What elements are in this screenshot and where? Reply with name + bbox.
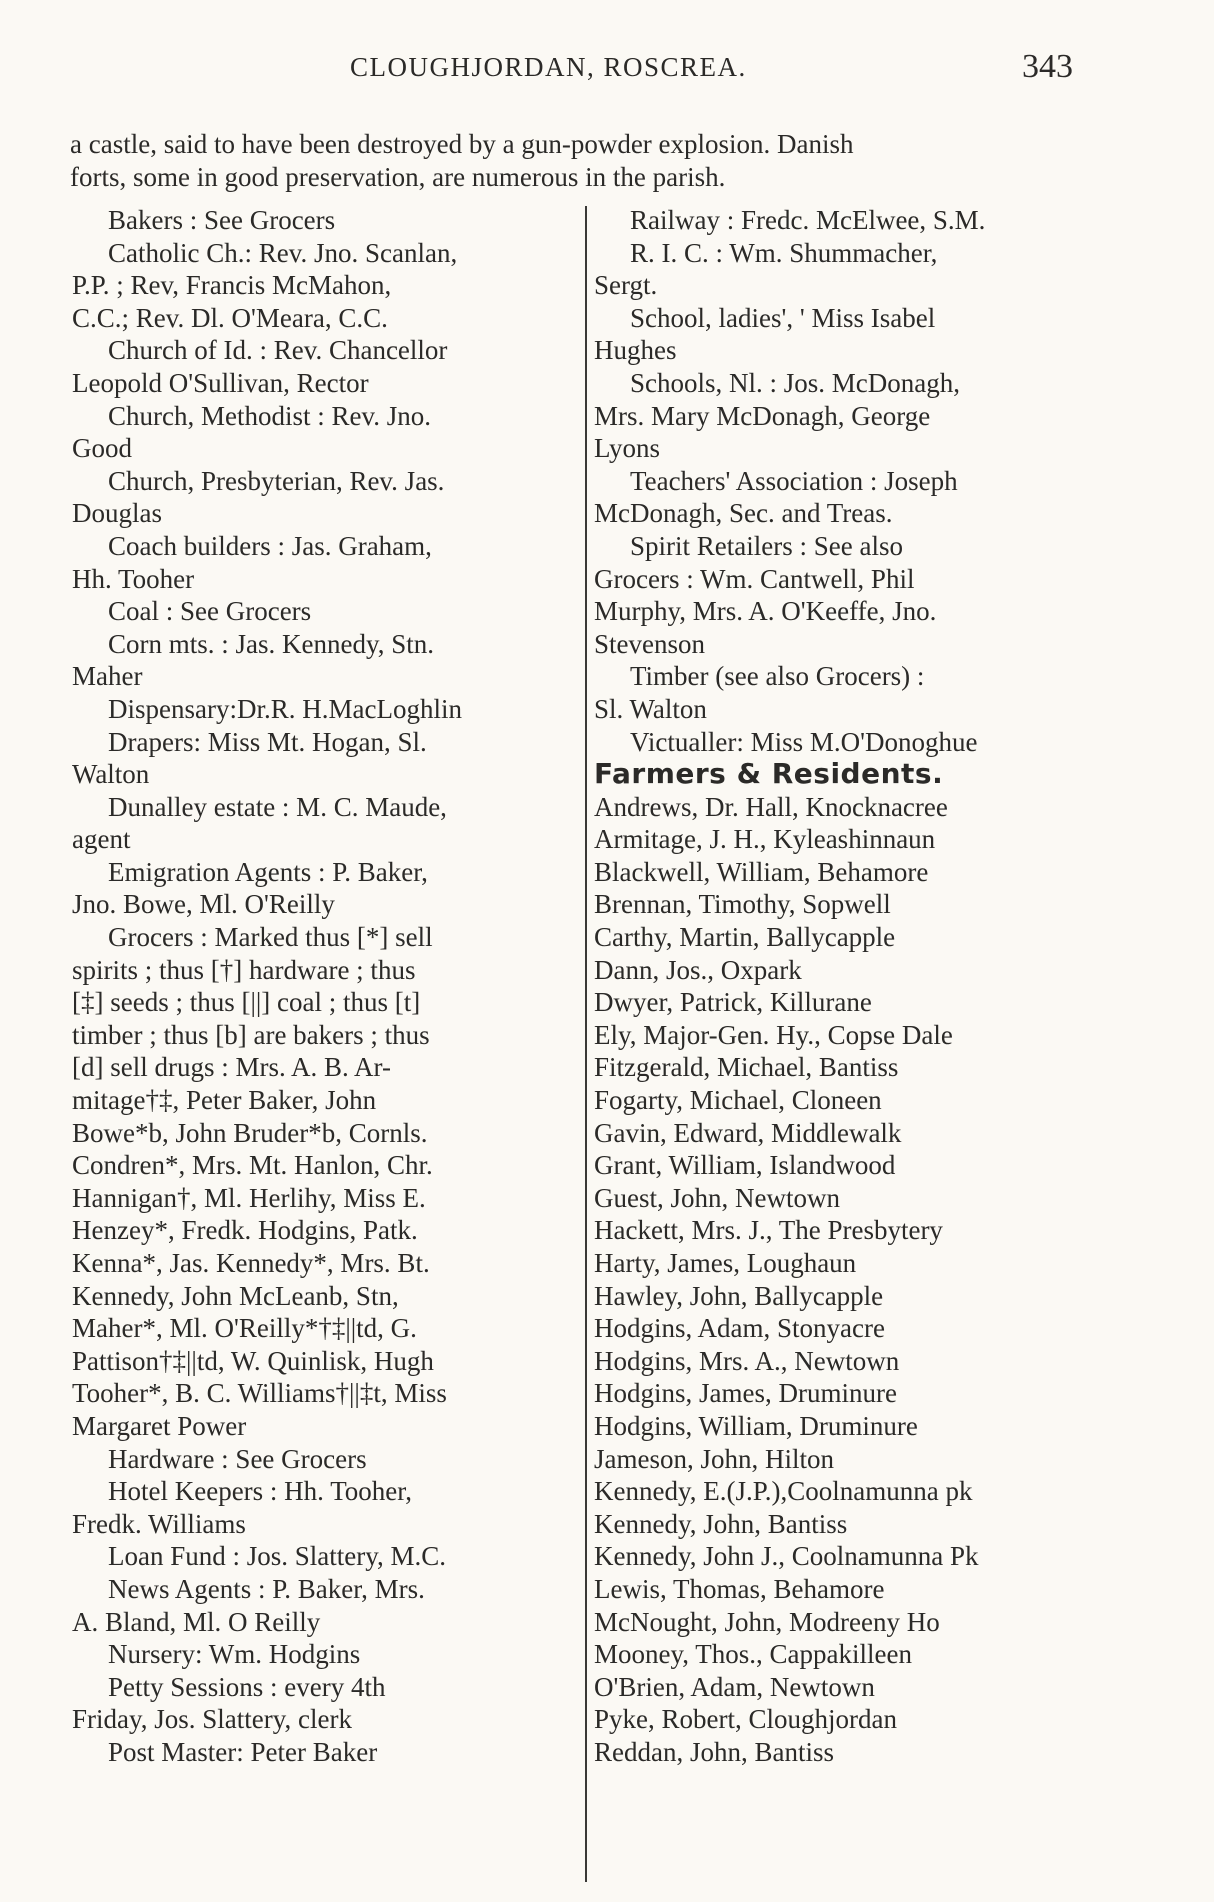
page-number: 343 — [1022, 48, 1073, 85]
directory-line: Dispensary:Dr.R. H.MacLoghlin — [108, 693, 462, 724]
running-head — [0, 48, 1214, 92]
resident-entry: Pyke, Robert, Cloughjordan — [594, 1704, 897, 1735]
directory-line: Stevenson — [594, 628, 705, 659]
directory-line: Coach builders : Jas. Graham, — [108, 530, 432, 561]
directory-line: Dunalley estate : M. C. Maude, — [108, 791, 447, 822]
resident-entry: Mooney, Thos., Cappakilleen — [594, 1639, 912, 1670]
resident-entry: O'Brien, Adam, Newtown — [594, 1671, 875, 1702]
directory-line: Pattison†‡||td, W. Quinlisk, Hugh — [72, 1345, 434, 1376]
directory-line: School, ladies', ' Miss Isabel — [630, 302, 936, 333]
directory-line: Church, Presbyterian, Rev. Jas. — [108, 465, 445, 496]
directory-line: Mrs. Mary McDonagh, George — [594, 400, 931, 431]
directory-line: Corn mts. : Jas. Kennedy, Stn. — [108, 628, 434, 659]
directory-line: Sl. Walton — [594, 693, 707, 724]
directory-line: Loan Fund : Jos. Slattery, M.C. — [108, 1541, 447, 1572]
directory-line: Drapers: Miss Mt. Hogan, Sl. — [108, 726, 427, 757]
resident-entry: McNought, John, Modreeny Ho — [594, 1606, 940, 1637]
directory-line: Good — [72, 433, 132, 464]
directory-line: Church, Methodist : Rev. Jno. — [108, 400, 431, 431]
directory-line: agent — [72, 824, 131, 855]
directory-line: Nursery: Wm. Hodgins — [108, 1639, 361, 1670]
directory-line: Leopold O'Sullivan, Rector — [72, 367, 369, 398]
resident-entry: Harty, James, Loughaun — [594, 1248, 857, 1278]
directory-line: Kenna*, Jas. Kennedy*, Mrs. Bt. — [72, 1248, 430, 1278]
resident-entry: Gavin, Edward, Middlewalk — [594, 1117, 902, 1148]
directory-line: Bowe*b, John Bruder*b, Cornls. — [72, 1117, 428, 1148]
directory-line: mitage†‡, Peter Baker, John — [72, 1085, 377, 1116]
directory-line: Spirit Retailers : See also — [630, 530, 903, 561]
directory-line: A. Bland, Ml. O Reilly — [72, 1606, 321, 1637]
resident-entry: Lewis, Thomas, Behamore — [594, 1573, 885, 1604]
directory-line: P.P. ; Rev, Francis McMahon, — [72, 270, 392, 301]
directory-line: Schools, Nl. : Jos. McDonagh, — [630, 367, 960, 398]
resident-entry: Andrews, Dr. Hall, Knocknacree — [594, 791, 948, 822]
directory-line: R. I. C. : Wm. Shummacher, — [630, 237, 938, 268]
directory-line: Catholic Ch.: Rev. Jno. Scanlan, — [108, 237, 458, 268]
running-title: CLOUGHJORDAN, ROSCREA. — [350, 52, 747, 82]
directory-line: Kennedy, John McLeanb, Stn, — [72, 1280, 399, 1311]
directory-line: McDonagh, Sec. and Treas. — [594, 498, 893, 529]
resident-entry: Armitage, J. H., Kyleashinnaun — [594, 824, 936, 855]
resident-entry: Dwyer, Patrick, Killurane — [594, 987, 872, 1018]
resident-entry: Dann, Jos., Oxpark — [594, 954, 802, 985]
directory-line: Grocers : Marked thus [*] sell — [108, 922, 433, 953]
directory-line: Victualler: Miss M.O'Donoghue — [630, 726, 978, 757]
trade-entries — [594, 204, 1094, 758]
directory-line: Hannigan†, Ml. Herlihy, Miss E. — [72, 1182, 426, 1213]
directory-line: Douglas — [72, 498, 162, 529]
resident-entry: Carthy, Martin, Ballycapple — [594, 922, 896, 953]
directory-line: Teachers' Association : Joseph — [630, 465, 958, 496]
directory-line: Maher*, Ml. O'Reilly*†‡||td, G. — [72, 1313, 417, 1344]
directory-line: Hh. Tooher — [72, 563, 195, 594]
directory-line: Sergt. — [594, 270, 658, 301]
resident-entry: Hodgins, Mrs. A., Newtown — [594, 1345, 900, 1376]
directory-line: Lyons — [594, 433, 661, 464]
resident-entry: Blackwell, William, Behamore — [594, 856, 929, 887]
intro-line: forts, some in good preservation, are numerous in the parish. — [70, 162, 726, 192]
directory-line: [‡] seeds ; thus [||] coal ; thus [t] — [72, 987, 421, 1018]
directory-line: Murphy, Mrs. A. O'Keeffe, Jno. — [594, 596, 937, 627]
directory-line: News Agents : P. Baker, Mrs. — [108, 1573, 425, 1604]
resident-entry: Reddan, John, Bantiss — [594, 1736, 834, 1767]
resident-entry: Ely, Major-Gen. Hy., Copse Dale — [594, 1019, 953, 1050]
directory-line: Bakers : See Grocers — [108, 205, 336, 235]
left-column — [72, 204, 572, 1769]
directory-line: Hughes — [594, 335, 677, 366]
resident-entry: Kennedy, E.(J.P.),Coolnamunna pk — [594, 1476, 973, 1507]
resident-entry: Kennedy, John, Bantiss — [594, 1508, 848, 1539]
resident-entry: Fogarty, Michael, Cloneen — [594, 1085, 882, 1116]
directory-line: Church of Id. : Rev. Chancellor — [108, 335, 448, 366]
directory-line: Henzey*, Fredk. Hodgins, Patk. — [72, 1215, 418, 1246]
directory-line: Grocers : Wm. Cantwell, Phil — [594, 563, 915, 594]
residents-list — [594, 791, 1094, 1769]
resident-entry: Hawley, John, Ballycapple — [594, 1280, 884, 1311]
directory-line: Maher — [72, 661, 143, 692]
directory-line: Margaret Power — [72, 1410, 247, 1441]
directory-line: Walton — [72, 759, 150, 790]
resident-entry: Hodgins, William, Druminure — [594, 1410, 918, 1441]
directory-line: Coal : See Grocers — [108, 596, 312, 627]
resident-entry: Brennan, Timothy, Sopwell — [594, 889, 891, 920]
resident-entry: Jameson, John, Hilton — [594, 1443, 834, 1474]
directory-line: Post Master: Peter Baker — [108, 1736, 378, 1767]
resident-entry: Hackett, Mrs. J., The Presbytery — [594, 1215, 943, 1246]
column-divider — [585, 206, 587, 1882]
directory-line: Friday, Jos. Slattery, clerk — [72, 1704, 352, 1735]
resident-entry: Fitzgerald, Michael, Bantiss — [594, 1052, 899, 1083]
intro-paragraph — [70, 128, 1090, 194]
directory-line: Emigration Agents : P. Baker, — [108, 856, 428, 887]
resident-entry: Kennedy, John J., Coolnamunna Pk — [594, 1541, 979, 1572]
directory-line: Timber (see also Grocers) : — [630, 661, 925, 692]
directory-line: Condren*, Mrs. Mt. Hanlon, Chr. — [72, 1150, 433, 1181]
resident-entry: Guest, John, Newtown — [594, 1182, 840, 1213]
directory-line: Jno. Bowe, Ml. O'Reilly — [72, 889, 335, 920]
resident-entry: Hodgins, Adam, Stonyacre — [594, 1313, 885, 1344]
directory-line: Fredk. Williams — [72, 1508, 246, 1539]
directory-line: Hotel Keepers : Hh. Tooher, — [108, 1476, 412, 1507]
resident-entry: Hodgins, James, Druminure — [594, 1378, 897, 1409]
resident-entry: Grant, William, Islandwood — [594, 1150, 896, 1181]
directory-line: timber ; thus [b] are bakers ; thus — [72, 1019, 430, 1050]
directory-line: Railway : Fredc. McElwee, S.M. — [630, 205, 986, 235]
directory-line: spirits ; thus [†] hardware ; thus — [72, 954, 416, 985]
right-column — [594, 204, 1094, 1769]
directory-line: Tooher*, B. C. Williams†||‡t, Miss — [72, 1378, 447, 1409]
directory-line: [d] sell drugs : Mrs. A. B. Ar- — [72, 1052, 391, 1083]
directory-line: Petty Sessions : every 4th — [108, 1671, 386, 1702]
section-heading: Farmers & Residents. — [594, 757, 944, 791]
directory-line: C.C.; Rev. Dl. O'Meara, C.C. — [72, 302, 388, 333]
directory-line: Hardware : See Grocers — [108, 1443, 367, 1474]
intro-line: a castle, said to have been destroyed by a gun-powder explosion. Danish — [70, 129, 854, 159]
